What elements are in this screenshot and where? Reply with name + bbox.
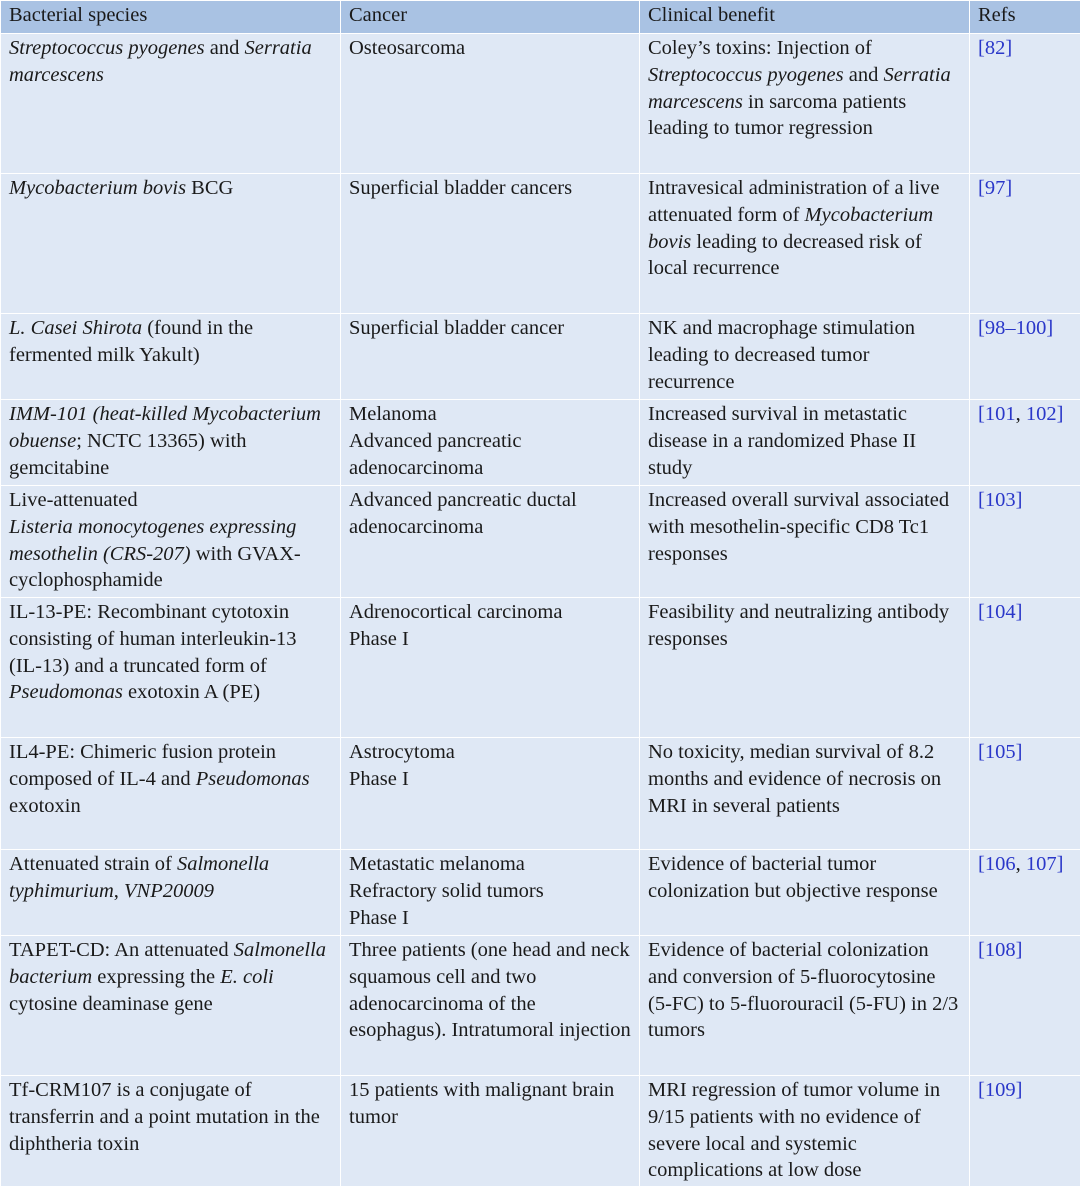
text-run: 15 patients with malignant brain tumor bbox=[349, 1079, 614, 1128]
cell-refs bbox=[970, 314, 1080, 400]
cell-bacterial-species bbox=[1, 1076, 341, 1187]
text-run: IMM-101 (heat-killed bbox=[9, 403, 192, 425]
text-run: Refractory solid tumors bbox=[349, 880, 544, 902]
cell-cancer bbox=[341, 174, 640, 314]
cell-cancer bbox=[341, 314, 640, 400]
text-run: Mycobacterium bovis bbox=[648, 204, 933, 253]
cell-clinical-benefit bbox=[640, 174, 970, 314]
table-row bbox=[1, 486, 1080, 598]
text-run: Three patients (one head and neck squamous cell and two adenocarcinoma of the esophagus). Intratumoral injection bbox=[349, 939, 631, 1041]
table-row bbox=[1, 400, 1080, 486]
text-run: Feasibility and neutralizing antibody responses bbox=[648, 601, 949, 650]
text-run: BCG bbox=[186, 177, 233, 199]
text-run: VNP20009 bbox=[124, 880, 214, 902]
text-run: ; NCTC 13365) with gemcitabine bbox=[9, 430, 246, 479]
text-run: E. coli bbox=[220, 966, 274, 988]
text-run: Serratia marcescens bbox=[9, 37, 312, 86]
cell-bacterial-species bbox=[1, 850, 341, 936]
text-run: Pseudomonas bbox=[196, 768, 310, 790]
table-header-row bbox=[1, 1, 1080, 34]
text-run: Salmonella typhimurium bbox=[9, 853, 269, 902]
text-run: Intravesical administration of a live attenuated form of bbox=[648, 177, 939, 226]
cell-clinical-benefit bbox=[640, 486, 970, 598]
cell-bacterial-species bbox=[1, 598, 341, 738]
ref-link[interactable]: [108] bbox=[978, 939, 1022, 961]
cell-bacterial-species bbox=[1, 936, 341, 1076]
text-run: expressing the bbox=[92, 966, 220, 988]
cell-refs bbox=[970, 598, 1080, 738]
text-run: Serratia marcescens bbox=[648, 64, 951, 113]
text-run: Osteosarcoma bbox=[349, 37, 465, 59]
text-run: Streptococcus pyogenes bbox=[648, 64, 844, 86]
text-run: Live-attenuated bbox=[9, 489, 138, 511]
text-run: exotoxin A (PE) bbox=[123, 681, 260, 703]
text-run: and bbox=[205, 37, 245, 59]
text-run: Increased survival in metastatic disease in a randomized Phase II study bbox=[648, 403, 916, 479]
text-run: Melanoma bbox=[349, 403, 437, 425]
table-body bbox=[1, 34, 1080, 1187]
table-row bbox=[1, 314, 1080, 400]
cell-bacterial-species bbox=[1, 34, 341, 174]
cell-cancer bbox=[341, 850, 640, 936]
header-cancer: Cancer bbox=[341, 1, 640, 34]
text-run: Evidence of bacterial tumor colonization but objective response bbox=[648, 853, 938, 902]
cell-clinical-benefit bbox=[640, 400, 970, 486]
text-run: Advanced pancreatic adenocarcinoma bbox=[349, 430, 521, 479]
ref-link[interactable]: [106 bbox=[978, 853, 1016, 875]
ref-link[interactable]: [82] bbox=[978, 37, 1012, 59]
cell-refs bbox=[970, 174, 1080, 314]
ref-link[interactable]: [97] bbox=[978, 177, 1012, 199]
text-run: Advanced pancreatic ductal adenocarcinoma bbox=[349, 489, 577, 538]
text-run: in sarcoma patients leading to tumor regression bbox=[648, 91, 906, 140]
text-run: with GVAX-cyclophosphamide bbox=[9, 543, 301, 592]
text-run: Tf-CRM107 is a conjugate of transferrin and a point mutation in the diphtheria toxin bbox=[9, 1079, 320, 1155]
text-run: L. Casei Shirota bbox=[9, 317, 142, 339]
cell-clinical-benefit bbox=[640, 850, 970, 936]
ref-separator: , bbox=[1016, 853, 1026, 875]
table-row bbox=[1, 34, 1080, 174]
table-row bbox=[1, 738, 1080, 850]
ref-link[interactable]: 102] bbox=[1026, 403, 1064, 425]
header-bacterial-species: Bacterial species bbox=[1, 1, 341, 34]
cell-clinical-benefit bbox=[640, 34, 970, 174]
cell-cancer bbox=[341, 400, 640, 486]
cell-refs bbox=[970, 486, 1080, 598]
ref-link[interactable]: [101 bbox=[978, 403, 1016, 425]
text-run: Superficial bladder cancer bbox=[349, 317, 564, 339]
text-run: Astrocytoma bbox=[349, 741, 455, 763]
ref-separator: , bbox=[1016, 403, 1026, 425]
table-row bbox=[1, 1076, 1080, 1187]
cell-clinical-benefit bbox=[640, 598, 970, 738]
header-refs: Refs bbox=[970, 1, 1080, 34]
ref-link[interactable]: [98–100] bbox=[978, 317, 1053, 339]
cell-refs bbox=[970, 1076, 1080, 1187]
text-run: IL4-PE: Chimeric fusion protein composed of IL-4 and bbox=[9, 741, 276, 790]
cell-clinical-benefit bbox=[640, 936, 970, 1076]
cell-bacterial-species bbox=[1, 400, 341, 486]
text-run: Streptococcus pyogenes bbox=[9, 37, 205, 59]
table-row bbox=[1, 850, 1080, 936]
cell-cancer bbox=[341, 34, 640, 174]
text-run: Evidence of bacterial colonization and conversion of 5-fluorocytosine (5-FC) to 5-fluorouracil (5-FU) in 2/3 tumors bbox=[648, 939, 958, 1041]
text-run: Pseudomonas bbox=[9, 681, 123, 703]
ref-link[interactable]: 107] bbox=[1026, 853, 1064, 875]
text-run: cytosine deaminase gene bbox=[9, 993, 213, 1015]
text-run: MRI regression of tumor volume in 9/15 patients with no evidence of severe local and systemic complications at low dose bbox=[648, 1079, 940, 1181]
text-run: Phase I bbox=[349, 907, 409, 929]
table-row bbox=[1, 174, 1080, 314]
cell-cancer bbox=[341, 936, 640, 1076]
text-run: Mycobacterium bovis bbox=[9, 177, 186, 199]
text-run: and bbox=[844, 64, 884, 86]
text-run: Listeria monocytogenes expressing mesothelin (CRS-207) bbox=[9, 516, 296, 565]
text-run: NK and macrophage stimulation leading to decreased tumor recurrence bbox=[648, 317, 915, 393]
cell-cancer bbox=[341, 598, 640, 738]
ref-link[interactable]: [109] bbox=[978, 1079, 1022, 1101]
text-run: Adrenocortical carcinoma bbox=[349, 601, 562, 623]
text-run: Attenuated strain of bbox=[9, 853, 177, 875]
text-run: No toxicity, median survival of 8.2 months and evidence of necrosis on MRI in several patients bbox=[648, 741, 941, 817]
cell-refs bbox=[970, 34, 1080, 174]
text-run: Increased overall survival associated with mesothelin-specific CD8 Tc1 responses bbox=[648, 489, 949, 565]
table-row bbox=[1, 936, 1080, 1076]
text-run: Coley’s toxins: Injection of bbox=[648, 37, 872, 59]
text-run: leading to decreased risk of local recurrence bbox=[648, 231, 922, 280]
cell-refs bbox=[970, 738, 1080, 850]
text-run: exotoxin bbox=[9, 795, 81, 817]
cell-cancer bbox=[341, 1076, 640, 1187]
text-run: Superficial bladder cancers bbox=[349, 177, 572, 199]
text-run: Mycobacterium obuense bbox=[9, 403, 321, 452]
cell-clinical-benefit bbox=[640, 738, 970, 850]
text-run: Metastatic melanoma bbox=[349, 853, 525, 875]
text-run: Phase I bbox=[349, 768, 409, 790]
ref-link[interactable]: [103] bbox=[978, 489, 1022, 511]
text-run: , bbox=[114, 880, 124, 902]
ref-link[interactable]: [104] bbox=[978, 601, 1022, 623]
ref-link[interactable]: [105] bbox=[978, 741, 1022, 763]
text-run: TAPET-CD: An attenuated bbox=[9, 939, 234, 961]
cell-bacterial-species bbox=[1, 738, 341, 850]
text-run: IL-13-PE: Recombinant cytotoxin consisting of human interleukin-13 (IL-13) and a truncated form of bbox=[9, 601, 297, 677]
cell-bacterial-species bbox=[1, 486, 341, 598]
cell-refs bbox=[970, 936, 1080, 1076]
table-row bbox=[1, 598, 1080, 738]
cell-bacterial-species bbox=[1, 174, 341, 314]
cell-refs bbox=[970, 400, 1080, 486]
cell-refs bbox=[970, 850, 1080, 936]
text-run: (found in the fermented milk Yakult) bbox=[9, 317, 253, 366]
cell-cancer bbox=[341, 486, 640, 598]
header-clinical-benefit: Clinical benefit bbox=[640, 1, 970, 34]
text-run: Phase I bbox=[349, 628, 409, 650]
cell-clinical-benefit bbox=[640, 1076, 970, 1187]
cell-clinical-benefit bbox=[640, 314, 970, 400]
cell-cancer bbox=[341, 738, 640, 850]
text-run: Salmonella bacterium bbox=[9, 939, 326, 988]
cell-bacterial-species bbox=[1, 314, 341, 400]
